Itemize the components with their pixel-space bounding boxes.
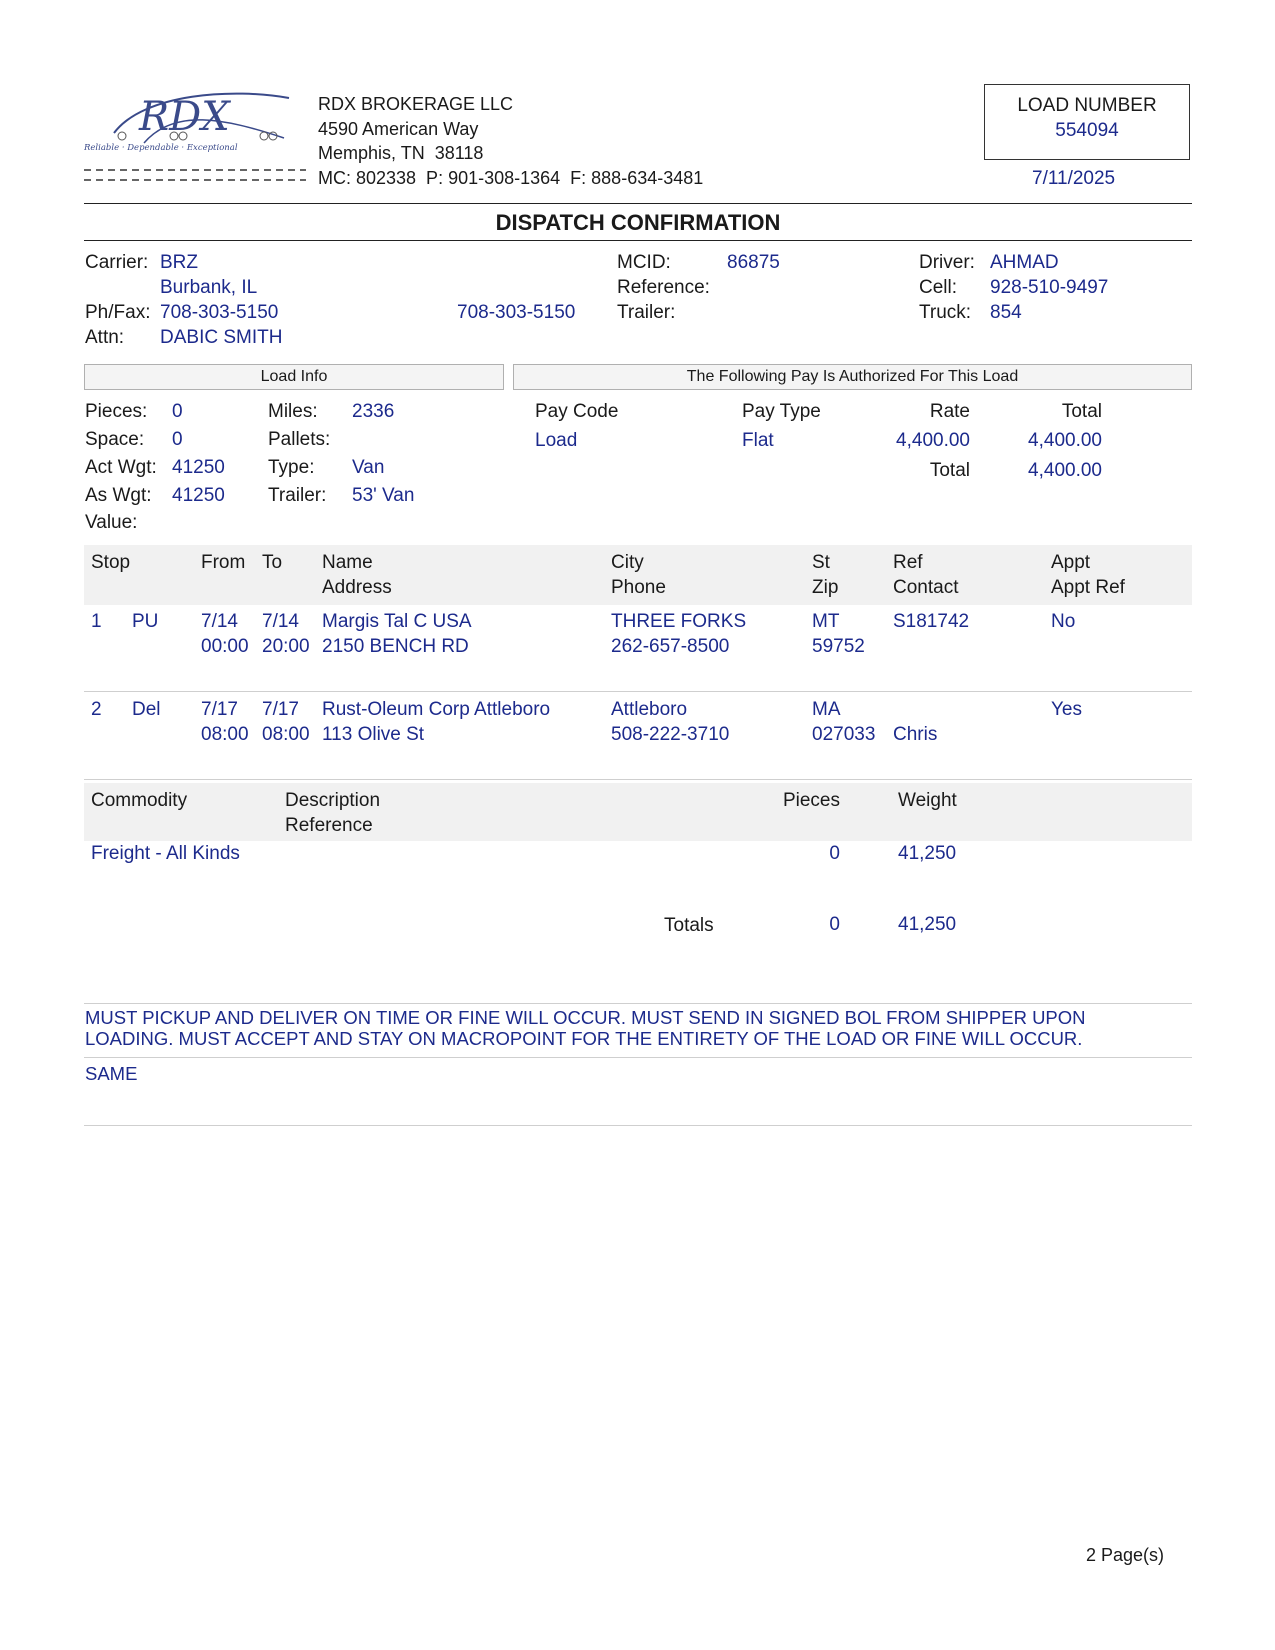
stop-phone: 508-222-3710 xyxy=(611,724,730,745)
stop-zip: 59752 xyxy=(812,636,865,657)
totals-label: Totals xyxy=(664,915,714,936)
trailer-label: Trailer: xyxy=(617,302,676,323)
rate-header: Rate xyxy=(929,401,970,422)
commodity-header xyxy=(84,783,1192,841)
col-appt-ref: Appt Ref xyxy=(1051,577,1125,598)
space-value: 0 xyxy=(172,429,183,450)
col-pieces: Pieces xyxy=(782,790,840,811)
notes-extra: SAME xyxy=(85,1063,138,1084)
totals-weight: 41,250 xyxy=(898,914,957,935)
carrier-city: Burbank, IL xyxy=(160,277,258,298)
actwgt-label: Act Wgt: xyxy=(85,457,157,478)
load-number-label: LOAD NUMBER xyxy=(1017,95,1157,116)
stop-address: 2150 BENCH RD xyxy=(322,636,469,657)
load-date: 7/11/2025 xyxy=(1032,168,1116,189)
stop-address: 113 Olive St xyxy=(322,724,425,745)
stop-from-date: 7/14 xyxy=(201,611,238,632)
stop-type: Del xyxy=(132,699,161,720)
commodity-name: Freight - All Kinds xyxy=(91,843,240,864)
load-number: 554094 xyxy=(1055,120,1119,141)
col-ref: Ref xyxy=(893,552,923,573)
stop-appt: No xyxy=(1051,611,1076,632)
col-to: To xyxy=(262,552,283,573)
stop-from-time: 00:00 xyxy=(201,636,249,657)
col-reference: Reference xyxy=(285,815,373,836)
carrier-fax: 708-303-5150 xyxy=(457,302,576,323)
col-appt: Appt xyxy=(1051,552,1091,573)
pay-rate: 4,400.00 xyxy=(896,430,970,451)
company-city: Memphis, TN 38118 xyxy=(318,143,484,163)
col-zip: Zip xyxy=(812,577,839,598)
cell-label: Cell: xyxy=(919,277,958,298)
col-stop: Stop xyxy=(91,552,131,573)
stop-number: 2 xyxy=(91,699,102,720)
value-label: Value: xyxy=(85,512,138,533)
page-count: 2 Page(s) xyxy=(1086,1545,1165,1565)
stop-ref: S181742 xyxy=(893,611,970,632)
logo-tagline: Reliable · Dependable · Exceptional xyxy=(84,143,238,153)
pallets-label: Pallets: xyxy=(268,429,331,450)
miles-label: Miles: xyxy=(268,401,318,422)
company-address: 4590 American Way xyxy=(318,118,479,139)
stop-contact: Chris xyxy=(893,724,938,745)
notes-rule-top xyxy=(84,1003,1192,1004)
pay-type-header: Pay Type xyxy=(742,401,821,422)
col-st: St xyxy=(812,552,830,573)
title-rule-bottom xyxy=(84,240,1192,241)
aswgt-label: As Wgt: xyxy=(85,485,152,506)
driver-label: Driver: xyxy=(919,252,975,273)
stop-name: Rust-Oleum Corp Attleboro xyxy=(322,699,551,720)
total-header: Total xyxy=(1061,401,1102,422)
col-name: Name xyxy=(322,552,373,573)
commodity-weight: 41,250 xyxy=(898,843,957,864)
pay-type: Flat xyxy=(742,430,774,451)
totals-pieces: 0 xyxy=(829,914,840,935)
carrier-name: BRZ xyxy=(160,252,198,273)
notes-text xyxy=(85,1007,1086,1049)
carrier-label: Carrier: xyxy=(85,252,149,273)
stop-name: Margis Tal C USA xyxy=(322,611,472,632)
carrier-attn: DABIC SMITH xyxy=(160,327,283,348)
notes-line-1: MUST PICKUP AND DELIVER ON TIME OR FINE WILL OCCUR. MUST SEND IN SIGNED BOL FROM SHIPPER UPON xyxy=(85,1007,1086,1028)
stop-from-date: 7/17 xyxy=(201,699,238,720)
company-contact: MC: 802338 P: 901-308-1364 F: 888-634-3481 xyxy=(318,167,704,188)
carrier-phone: 708-303-5150 xyxy=(160,302,279,323)
truck-label: Truck: xyxy=(919,302,972,323)
load-number-box xyxy=(984,84,1190,160)
pay-sum: 4,400.00 xyxy=(1028,460,1102,481)
trailer-type-value: 53' Van xyxy=(352,485,415,506)
stop-appt: Yes xyxy=(1051,699,1082,720)
trailer-type-label: Trailer: xyxy=(268,485,327,506)
pay-sum-label: Total xyxy=(929,460,970,481)
notes-rule-bottom xyxy=(84,1125,1192,1126)
stop-type: PU xyxy=(132,611,159,632)
col-city: City xyxy=(611,552,644,573)
stop-to-date: 7/17 xyxy=(262,699,299,720)
aswgt-value: 41250 xyxy=(172,485,225,506)
miles-value: 2336 xyxy=(352,401,395,422)
stop-city: Attleboro xyxy=(611,699,688,720)
type-label: Type: xyxy=(268,457,315,478)
col-from: From xyxy=(201,552,246,573)
pieces-label: Pieces: xyxy=(85,401,148,422)
load-info-title: Load Info xyxy=(84,364,504,390)
company-name: RDX BROKERAGE LLC xyxy=(318,94,514,114)
truck-value: 854 xyxy=(990,302,1022,323)
stop-zip: 027033 xyxy=(812,724,876,745)
stop-phone: 262-657-8500 xyxy=(611,636,730,657)
col-description: Description xyxy=(285,790,381,811)
company-info xyxy=(318,92,703,190)
phfax-label: Ph/Fax: xyxy=(85,302,151,323)
pay-total: 4,400.00 xyxy=(1028,430,1102,451)
stop-to-time: 20:00 xyxy=(262,636,310,657)
stop-to-date: 7/14 xyxy=(262,611,299,632)
col-commodity: Commodity xyxy=(91,790,188,811)
driver-name: AHMAD xyxy=(990,252,1059,273)
stop-from-time: 08:00 xyxy=(201,724,249,745)
logo-text: RDX xyxy=(139,94,230,140)
notes-line-2: LOADING. MUST ACCEPT AND STAY ON MACROPOINT FOR THE ENTIRETY OF THE LOAD OR FINE WILL OCCUR. xyxy=(85,1028,1083,1049)
pay-code: Load xyxy=(535,430,578,451)
notes-rule-mid xyxy=(84,1057,1192,1058)
company-logo xyxy=(84,88,306,188)
stop-number: 1 xyxy=(91,611,102,632)
col-weight: Weight xyxy=(898,790,957,811)
stop-state: MA xyxy=(812,699,841,720)
attn-label: Attn: xyxy=(85,327,125,348)
title-rule-top xyxy=(84,203,1192,204)
reference-label: Reference: xyxy=(617,277,710,298)
col-address: Address xyxy=(322,577,392,598)
stop-state: MT xyxy=(812,611,840,632)
row-divider xyxy=(84,691,1192,692)
row-divider xyxy=(84,779,1192,780)
stop-to-time: 08:00 xyxy=(262,724,310,745)
mcid-value: 86875 xyxy=(727,252,780,273)
commodity-pieces: 0 xyxy=(829,843,840,864)
mcid-label: MCID: xyxy=(617,252,671,273)
pay-title: The Following Pay Is Authorized For This Load xyxy=(513,364,1192,390)
col-phone: Phone xyxy=(611,577,666,598)
col-contact: Contact xyxy=(893,577,959,598)
actwgt-value: 41250 xyxy=(172,457,225,478)
page-title: DISPATCH CONFIRMATION xyxy=(495,210,781,235)
pieces-value: 0 xyxy=(172,401,183,422)
type-value: Van xyxy=(352,457,385,478)
cell-value: 928-510-9497 xyxy=(990,277,1109,298)
pay-code-header: Pay Code xyxy=(535,401,619,422)
stop-city: THREE FORKS xyxy=(611,611,747,632)
space-label: Space: xyxy=(85,429,145,450)
